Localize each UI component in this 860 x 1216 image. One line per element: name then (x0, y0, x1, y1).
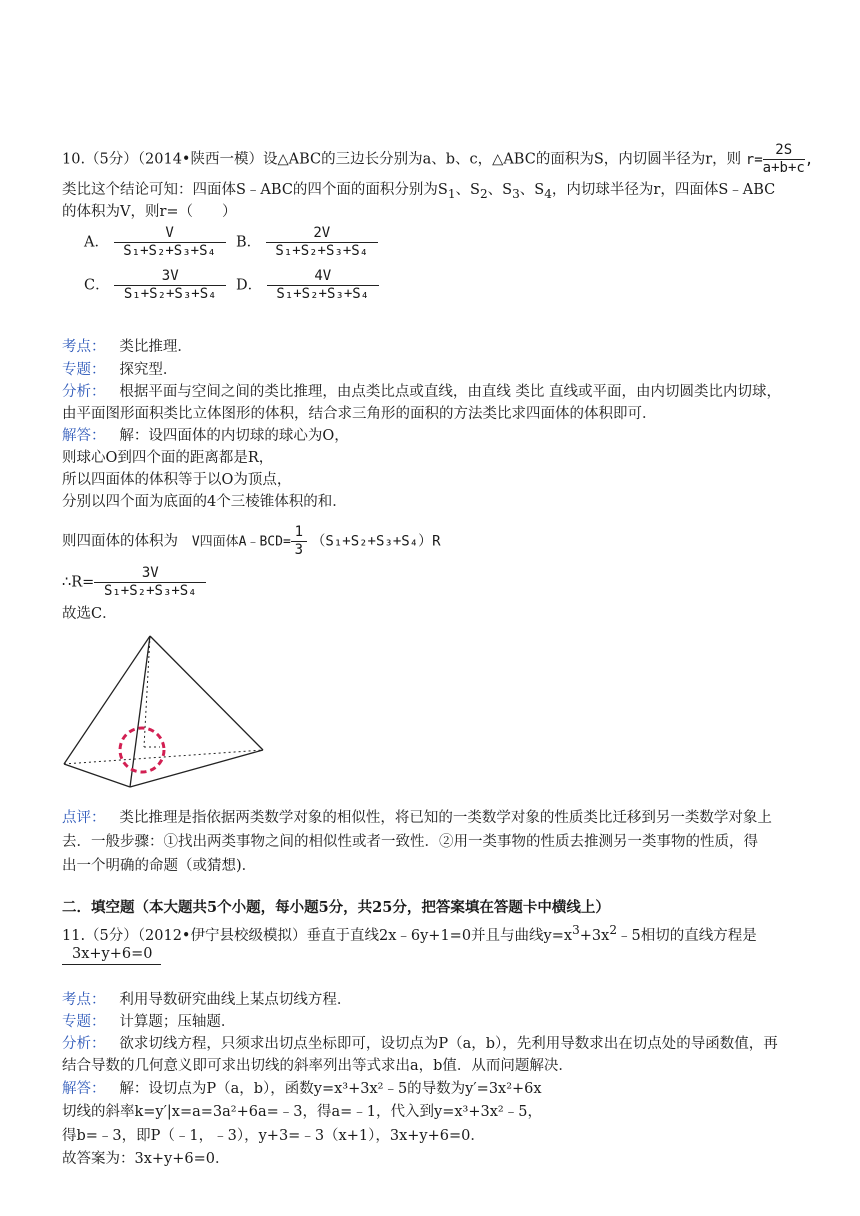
q10-kaodian: 考点： 类比推理． (62, 339, 192, 355)
q11-stem-line1: 11.（5分）（2012•伊宁县校级模拟）垂直于直线2x﹣6y+1=0并且与曲线$y=x^3+3x^2﹣5$相切的直线方程是 (62, 923, 757, 944)
fenxi-label: 分析： (62, 384, 106, 400)
q10-stem-line2: 类比这个结论可知：四面体S﹣ABC的四个面的面积分别为$S_1$、$S_2$、$S_3$、$S_4$，内切球半径为r，四面体S﹣ABC (62, 182, 776, 201)
q10-pingyu-line2: 去．一般步骤：①找出两类事物之间的相似性或者一致性．②用一类事物的性质去推测另一类事物的性质，得 (62, 834, 758, 850)
q10-stem-text: 10.（5分）（2014•陕西一模）设△ABC的三边长分别为a、b、c，△ABC的面积为S，内切圆半径为r，则 (62, 151, 742, 168)
q10-volume-formula: 则四面体的体积为 V四面体A﹣BCD= $\frac{1}{3}$ （S₁+S₂+S₃+S₄）R (62, 524, 441, 558)
q10-stem-line3: 的体积为V，则r=（ ） (62, 204, 237, 220)
fenxi-label: 分析： (62, 1036, 106, 1052)
kaodian-label: 考点： (62, 339, 106, 355)
q10-stem-line1 (62, 142, 813, 177)
q11-answer: 3x+y+6=0 (62, 944, 161, 965)
q10-stem-formula: r= $\frac{2S}{a+b+c}$ , (745, 142, 814, 176)
q10-zhuanti: 专题： 探究型． (62, 362, 178, 378)
q10-jieda-line2: 则球心O到四个面的距离都是R， (62, 450, 274, 466)
zhuanti-label: 专题： (62, 1014, 106, 1030)
q10-r-formula: ∴R= $\frac{3V}{\text{S₁+S₂+S₃+S₄}}$ (62, 565, 206, 600)
q11-answer-blank (62, 944, 161, 965)
jieda-label: 解答： (62, 428, 106, 444)
pingyu-label: 点评： (62, 810, 106, 826)
q11-fenxi-line1: 分析： 欲求切线方程，只须求出切点坐标即可，设切点为P（a，b），先利用导数求出在切点处的导函数值，再 (62, 1036, 778, 1052)
jieda-label: 解答： (62, 1081, 106, 1097)
q11-jieda-line2: 切线的斜率k=y′|x=a=3a²+6a=﹣3，得a=﹣1，代入到y=x³+3x²﹣5， (62, 1104, 542, 1120)
tetrahedron-figure (60, 632, 270, 792)
q10-jieda-line3: 所以四面体的体积等于以O为顶点， (62, 472, 292, 488)
q10-jieda-line4: 分别以四个面为底面的4个三棱锥体积的和． (62, 494, 347, 510)
q10-pingyu-line3: 出一个明确的命题（或猜想)． (62, 858, 257, 874)
q10-option-b[interactable]: B． $\frac{2V}{\text{S₁+S₂+S₃+S₄}}$ (236, 225, 378, 260)
kaodian-label: 考点： (62, 992, 106, 1008)
q11-zhuanti: 专题： 计算题；压轴题． (62, 1014, 236, 1030)
q10-option-c[interactable]: C． $\frac{3V}{\text{S₁+S₂+S₃+S₄}}$ (84, 268, 226, 303)
q10-pingyu-line1: 点评： 类比推理是指依据两类数学对象的相似性，将已知的一类数学对象的性质类比迁移到另一类数学对象上 (62, 810, 772, 826)
q10-fenxi-line2: 由平面图形面积类比立体图形的体积，结合求三角形的面积的方法类比求四面体的体积即可． (62, 406, 657, 422)
section2-title: 二．填空题（本大题共5个小题，每小题5分，共25分，把答案填在答题卡中横线上） (62, 899, 610, 916)
q10-jieda-line1: 解答： 解：设四面体的内切球的球心为O， (62, 428, 349, 444)
q11-kaodian: 考点： 利用导数研究曲线上某点切线方程． (62, 992, 352, 1008)
q10-option-d[interactable]: D． $\frac{4V}{\text{S₁+S₂+S₃+S₄}}$ (236, 268, 379, 303)
zhuanti-label: 专题： (62, 362, 106, 378)
q11-jieda-line1: 解答： 解：设切点为P（a，b），函数y=x³+3x²﹣5的导数为y′=3x²+6x (62, 1081, 542, 1097)
q11-jieda-line3: 得b=﹣3，即P（﹣1，﹣3），y+3=﹣3（x+1），3x+y+6=0． (62, 1128, 485, 1144)
q10-option-a[interactable]: A． $\frac{V}{\text{S₁+S₂+S₃+S₄}}$ (84, 225, 226, 260)
q11-fenxi-line2: 结合导数的几何意义即可求出切线的斜率列出等式求出a，b值．从而问题解决． (62, 1058, 573, 1074)
q10-answer: 故选C． (62, 606, 117, 622)
q11-jieda-line4: 故答案为：3x+y+6=0． (62, 1151, 230, 1167)
q10-fenxi-line1: 分析： 根据平面与空间之间的类比推理，由点类比点或直线，由直线 类比 直线或平面，由内切圆类比内切球， (62, 384, 782, 400)
q10-stem-fraction: $\frac{2S}{a+b+c}$ (762, 142, 805, 176)
